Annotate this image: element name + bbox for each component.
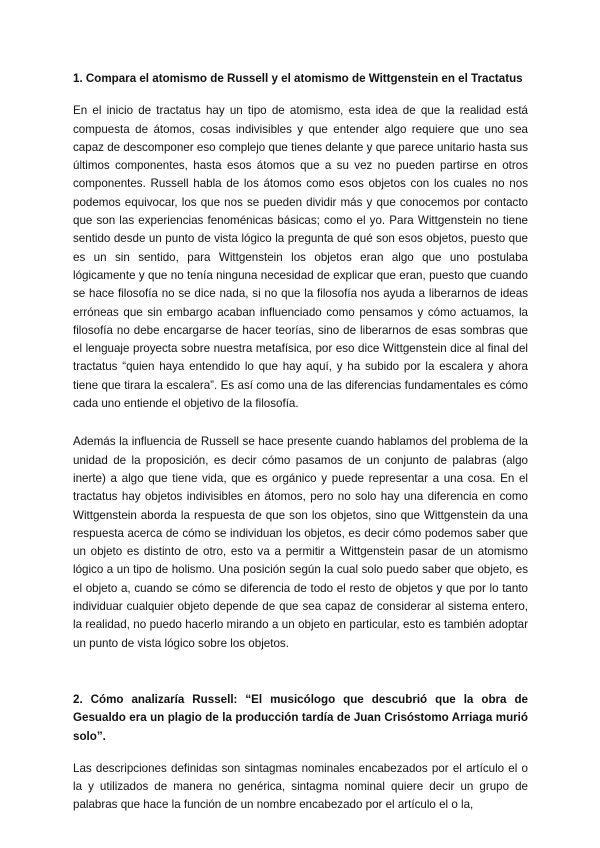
- section-spacer: [73, 653, 528, 691]
- paragraph-spacer: [73, 413, 528, 433]
- section-2-paragraph-1: Las descripciones definidas son sintagmas nominales encabezados por el artículo el o la y utilizados de manera no genérica, sintagma nominal quiere decir un grupo de palabras que hace la función de un nombre encabezado por el artículo el o la,: [73, 761, 528, 812]
- section-2-heading: 2. Cómo analizaría Russell: “El musicólogo que descubrió que la obra de Gesualdo era un plagio de la producción tardía de Juan Crisóstomo Arriaga murió solo”.: [73, 692, 528, 743]
- section-1-paragraph-2: Además la influencia de Russell se hace presente cuando hablamos del problema de la unidad de la proposición, es decir cómo pasamos de un conjunto de palabras (algo inerte) a algo que tiene vida, que es orgánico y puede representar a una cosa. En el tractatus hay objetos indivisibles en átomos, pero no solo hay una diferencia en como Wittgenstein aborda la respuesta de que son los objetos, sino que Wittgenstein da una respuesta acerca de cómo se individuan los objetos, es decir cómo podemos saber que un objeto es distinto de otro, esto va a permitir a Wittgenstein pasar de un atomismo lógico a un tipo de holismo. Una posición según la cual solo puedo saber que objeto, es el objeto a, cuando se cómo se diferencia de todo el resto de objetos y que por lo tanto individuar cualquier objeto depende de que sea capaz de considerar al sistema entero, la realidad, no puedo hacerlo mirando a un objeto en particular, esto es también adoptar un punto de vista lógico sobre los objetos.: [73, 435, 528, 650]
- section-1-paragraph-1: En el inicio de tractatus hay un tipo de atomismo, esta idea de que la realidad está compuesta de átomos, cosas indivisibles y que entender algo requiere que uno sea capaz de descomponer eso complejo que tienes delante y que parece unitario hasta sus últimos componentes, hasta esos átomos que a su vez no pueden partirse en otros componentes. Russell habla de los átomos como esos objetos con los cuales no nos podemos equivocar, los que nos se pueden dividir más y que conocemos por contacto que son las experiencias fenoménicas básicas; como el yo. Para Wittgenstein no tiene sentido desde un punto de vista lógico la pregunta de qué son esos objetos, puesto que es un sin sentido, para Wittgenstein los objetos eran algo que uno postulaba lógicamente y que no tenía ninguna necesidad de explicar que eran, puesto que cuando se hace filosofía no se dice nada, si no que la filosofía nos ayuda a liberarnos de ideas erróneas que sin embargo acaban influenciado como pensamos y cómo actuamos, la filosofía no debe encargarse de hacer teorías, sino de liberarnos de esas sombras que el lenguaje proyecta sobre nuestra metafísica, por eso dice Wittgenstein dice al final del tractatus “quien haya entendido lo que hay aquí, y ha subido por la escalera y ahora tiene que tirara la escalera”. Es así como una de las diferencias fundamentales es cómo cada uno entiende el objetivo de la filosofía.: [73, 104, 528, 411]
- document-page: [73, 70, 528, 815]
- section-1-heading: 1. Compara el atomismo de Russell y el atomismo de Wittgenstein en el Tractatus: [73, 72, 523, 85]
